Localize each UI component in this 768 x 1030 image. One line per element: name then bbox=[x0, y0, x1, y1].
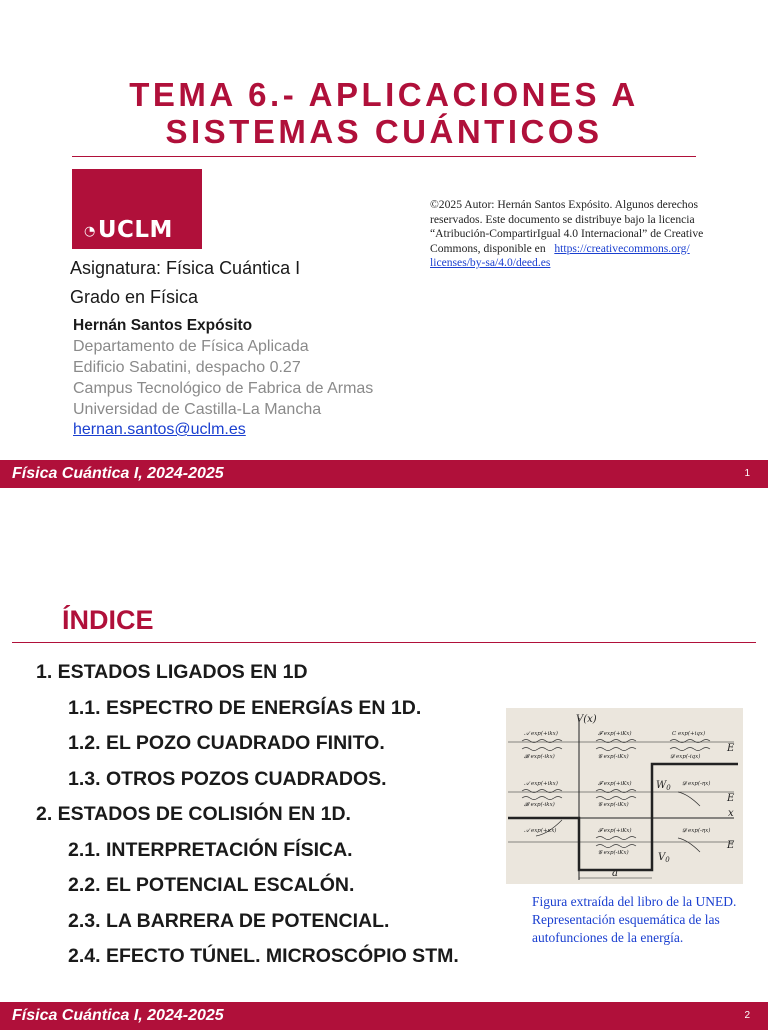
toc-item-1: 1. ESTADOS LIGADOS EN 1D bbox=[36, 661, 308, 683]
toc-item-1-2: 1.2. EL POZO CUADRADO FINITO. bbox=[68, 732, 385, 754]
wave-label: 𝓓 exp(-ηx) bbox=[682, 828, 711, 834]
slide-title bbox=[0, 76, 768, 150]
wave-label: 𝒜 exp(+κx) bbox=[524, 828, 557, 834]
wave-label: 𝓓 exp(-ηx) bbox=[682, 781, 711, 787]
wave-arrow bbox=[522, 748, 562, 751]
page-number: 1 bbox=[744, 468, 750, 479]
wave-arrow bbox=[670, 748, 710, 751]
wave-label: 𝓕 exp(+iKx) bbox=[598, 731, 632, 737]
potential-well-figure bbox=[506, 708, 743, 884]
v-axis-label: V(x) bbox=[576, 714, 597, 725]
title-line-2: SISTEMAS CUÁNTICOS bbox=[165, 113, 603, 150]
wave-label: 𝓖 exp(-iKx) bbox=[598, 802, 629, 808]
toc-item-1-3: 1.3. OTROS POZOS CUADRADOS. bbox=[68, 768, 387, 790]
degree-name: Grado en Física bbox=[70, 287, 199, 307]
decay-curve bbox=[678, 792, 700, 806]
license-link[interactable]: https://creativecommons.org/ licenses/by-sa/4.0/deed.es bbox=[430, 241, 690, 269]
wave-label: 𝓑 exp(-ikx) bbox=[524, 802, 555, 808]
energy-label-1: E bbox=[727, 743, 735, 754]
wave-label: C exp(+iqx) bbox=[672, 731, 706, 737]
slide-footer-1 bbox=[0, 460, 768, 488]
footer-text: Física Cuántica I, 2024-2025 bbox=[12, 1007, 224, 1024]
wave-arrow bbox=[596, 797, 636, 800]
wave-arrow bbox=[522, 797, 562, 800]
course-name: Asignatura: Física Cuántica I bbox=[70, 258, 301, 278]
title-divider bbox=[72, 156, 696, 157]
index-divider bbox=[12, 642, 756, 643]
logo-text: UCLM bbox=[97, 217, 173, 243]
uclm-logo bbox=[72, 169, 202, 249]
slide-footer-2 bbox=[0, 1002, 768, 1030]
index-heading: ÍNDICE bbox=[62, 605, 154, 635]
x-axis-label: x bbox=[728, 808, 734, 819]
wave-label: 𝓖 exp(-iKx) bbox=[598, 850, 629, 856]
university: Universidad de Castilla-La Mancha bbox=[73, 401, 322, 418]
wave-arrow bbox=[596, 837, 636, 840]
license-text: ©2025 Autor: Hernán Santos Expósito. Algunos derechos reservados. Este documento se distribuye bajo la licencia “Atribución-CompartirIgual 4.0 Internacional” de Creative Commons, disponible en bbox=[430, 198, 704, 255]
v0-label: $V_0$ bbox=[658, 852, 670, 864]
license-notice bbox=[430, 198, 735, 271]
wave-label: 𝓕 exp(+iKx) bbox=[598, 828, 632, 834]
author-email-link[interactable]: hernan.santos@uclm.es bbox=[73, 421, 246, 438]
toc-item-1-1: 1.1. ESPECTRO DE ENERGÍAS EN 1D. bbox=[68, 697, 422, 719]
toc-item-2-2: 2.2. EL POTENCIAL ESCALÓN. bbox=[68, 874, 355, 896]
footer-text: Física Cuántica I, 2024-2025 bbox=[12, 465, 224, 482]
title-line-1: TEMA 6.- APLICACIONES A bbox=[129, 76, 639, 113]
wave-label: 𝓕 exp(+iKx) bbox=[598, 781, 632, 787]
page-number: 2 bbox=[744, 1010, 750, 1021]
toc-item-2: 2. ESTADOS DE COLISIÓN EN 1D. bbox=[36, 803, 351, 825]
toc-item-2-1: 2.1. INTERPRETACIÓN FÍSICA. bbox=[68, 839, 353, 861]
wave-label: 𝓑 exp(-ikx) bbox=[524, 754, 555, 760]
decay-curve bbox=[678, 838, 700, 852]
signal-icon: ◔ bbox=[84, 224, 96, 239]
energy-label-3: E bbox=[727, 840, 735, 851]
w0-label: $W_0$ bbox=[656, 780, 671, 792]
toc-item-2-3: 2.3. LA BARRERA DE POTENCIAL. bbox=[68, 910, 390, 932]
wave-label: 𝒜 exp(+ikx) bbox=[524, 731, 558, 737]
figure-caption: Figura extraída del libro de la UNED. Representación esquemática de las autofunciones de la energía. bbox=[532, 894, 737, 945]
wave-arrow bbox=[596, 748, 636, 751]
author-name: Hernán Santos Expósito bbox=[73, 317, 253, 334]
department: Departamento de Física Aplicada bbox=[73, 338, 309, 355]
office-location: Edificio Sabatini, despacho 0.27 bbox=[73, 359, 301, 376]
wave-label: 𝒜 exp(+ikx) bbox=[524, 781, 558, 787]
toc-item-2-4: 2.4. EFECTO TÚNEL. MICROSCÓPIO STM. bbox=[68, 945, 459, 967]
wave-arrow bbox=[596, 845, 636, 848]
energy-label-2: E bbox=[727, 793, 735, 804]
wave-label: 𝓓 exp(-iqx) bbox=[670, 754, 701, 760]
wave-label: 𝓖 exp(-iKx) bbox=[598, 754, 629, 760]
potential-diagram bbox=[506, 708, 743, 884]
campus: Campus Tecnológico de Fabrica de Armas bbox=[73, 380, 374, 397]
width-label: a bbox=[612, 868, 618, 879]
